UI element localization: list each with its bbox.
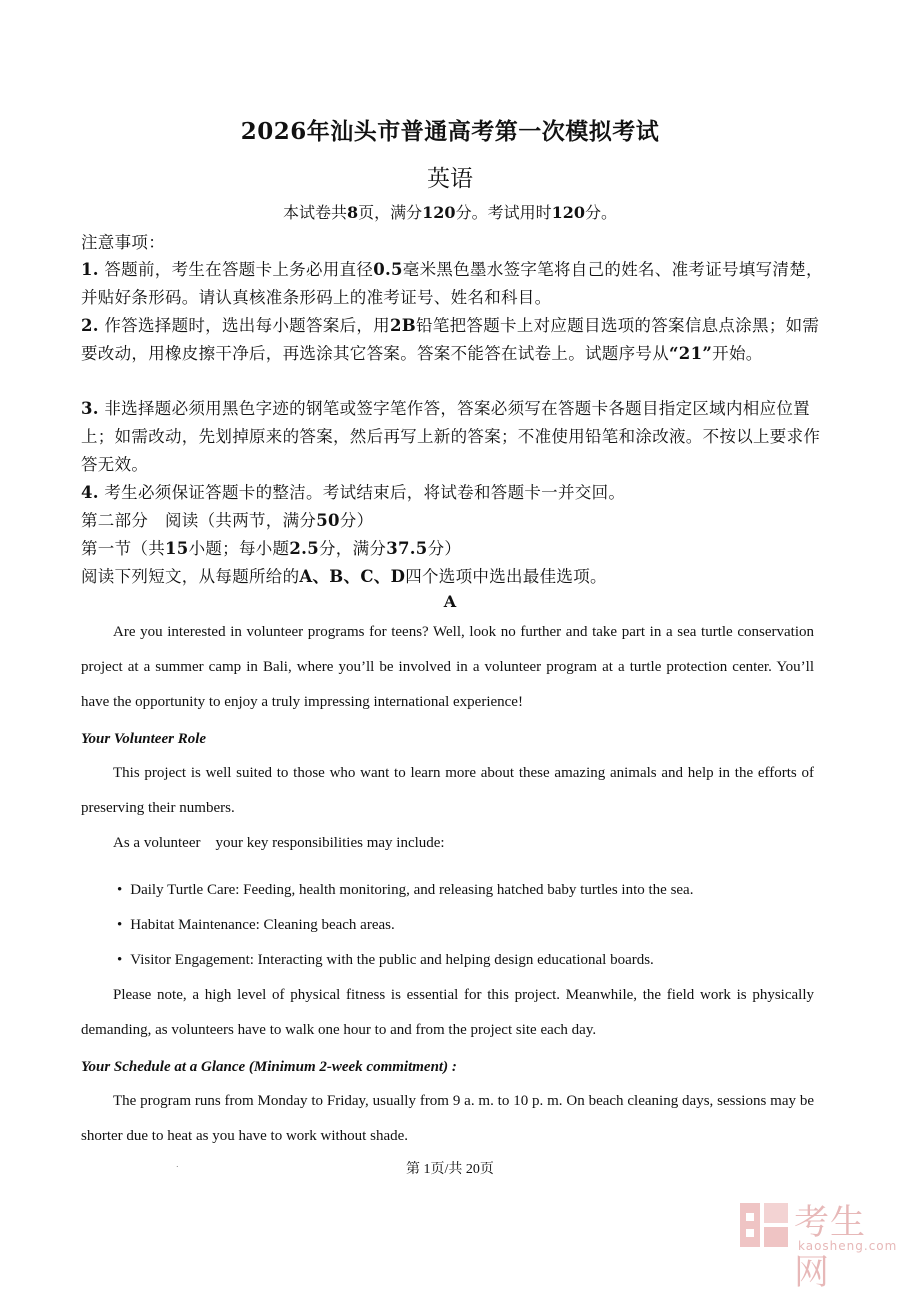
list-item: • Habitat Maintenance: Cleaning beach areas. (117, 917, 395, 933)
list-item: • Daily Turtle Care: Feeding, health monitoring, and releasing hatched baby turtles into the sea. (117, 882, 694, 898)
heading-schedule: Your Schedule at a Glance (Minimum 2-week commitment) : (81, 1059, 457, 1075)
notes-label: 注意事项： (81, 233, 165, 252)
list-item: • Visitor Engagement: Interacting with the public and helping design educational boards. (117, 952, 654, 968)
part-heading: 第二部分 阅读（共两节，满分50分） (81, 511, 374, 530)
note-3: 3. 非选择题必须用黑色字迹的钢笔或签字笔作答，答案必须写在答题卡各题目指定区域内相应位置上；如需改动，先划掉原来的答案，然后再写上新的答案；不准使用铅笔和涂改液。不按以上要求作答无效。 (81, 399, 821, 474)
passage-paragraph-1: Are you interested in volunteer programs for teens? Well, look no further and take part in a sea turtle conservation project at a summer camp in Bali, where you’ll be involved in a volunteer program at a turtle protection center. You’ll have the opportunity to enjoy a truly impressing international experience! (81, 624, 814, 710)
passage-paragraph-3: As a volunteer your key responsibilities may include: (113, 835, 445, 851)
section-heading: 第一节（共15小题；每小题2.5分，满分37.5分） (81, 539, 462, 558)
note-4: 4. 考生必须保证答题卡的整洁。考试结束后，将试卷和答题卡一并交回。 (81, 483, 626, 502)
passage-paragraph-5: The program runs from Monday to Friday, usually from 9 a. m. to 10 p. m. On beach cleaning days, sessions may be shorter due to heat as you have to work without shade. (81, 1093, 814, 1144)
watermark-logo-icon (738, 1199, 790, 1251)
passage-paragraph-4: Please note, a high level of physical fitness is essential for this project. Meanwhile, the field work is physically demanding, as volunteers have to walk one hour to and from the project site each day. (81, 987, 814, 1038)
bullet-dot-icon: • (117, 952, 123, 968)
note-1: 1. 答题前，考生在答题卡上务必用直径0.5毫米黑色墨水签字笔将自己的姓名、准考证号填写清楚，并贴好条形码。请认真核准条形码上的准考证号、姓名和科目。 (81, 260, 823, 307)
passage-paragraph-2: This project is well suited to those who want to learn more about these amazing animals and help in the efforts of preserving their numbers. (81, 765, 814, 816)
bullet-dot-icon: • (117, 882, 123, 898)
heading-volunteer-role: Your Volunteer Role (81, 731, 207, 747)
stray-dot: . (176, 1160, 179, 1169)
page-number: 第 1页/共 20页 (406, 1162, 494, 1177)
watermark-brand: 考生网 (794, 1203, 867, 1293)
exam-info: 本试卷共8页，满分120分。考试用时120分。 (282, 203, 617, 222)
exam-title: 2026年汕头市普通高考第一次模拟考试 (240, 118, 660, 145)
instructions: 阅读下列短文，从每题所给的A、B、C、D四个选项中选出最佳选项。 (81, 567, 607, 586)
subject-title: 英语 (427, 166, 473, 192)
watermark (738, 1193, 898, 1293)
note-2: 2. 作答选择题时，选出每小题答案后，用2B铅笔把答题卡上对应题目选项的答案信息点涂黑；如需要改动，用橡皮擦干净后，再选涂其它答案。答案不能答在试卷上。试题序号从“21”开始。 (81, 316, 820, 363)
passage-label: A (443, 592, 457, 611)
bullet-dot-icon: • (117, 917, 123, 933)
watermark-url: kaosheng.com (798, 1239, 898, 1253)
